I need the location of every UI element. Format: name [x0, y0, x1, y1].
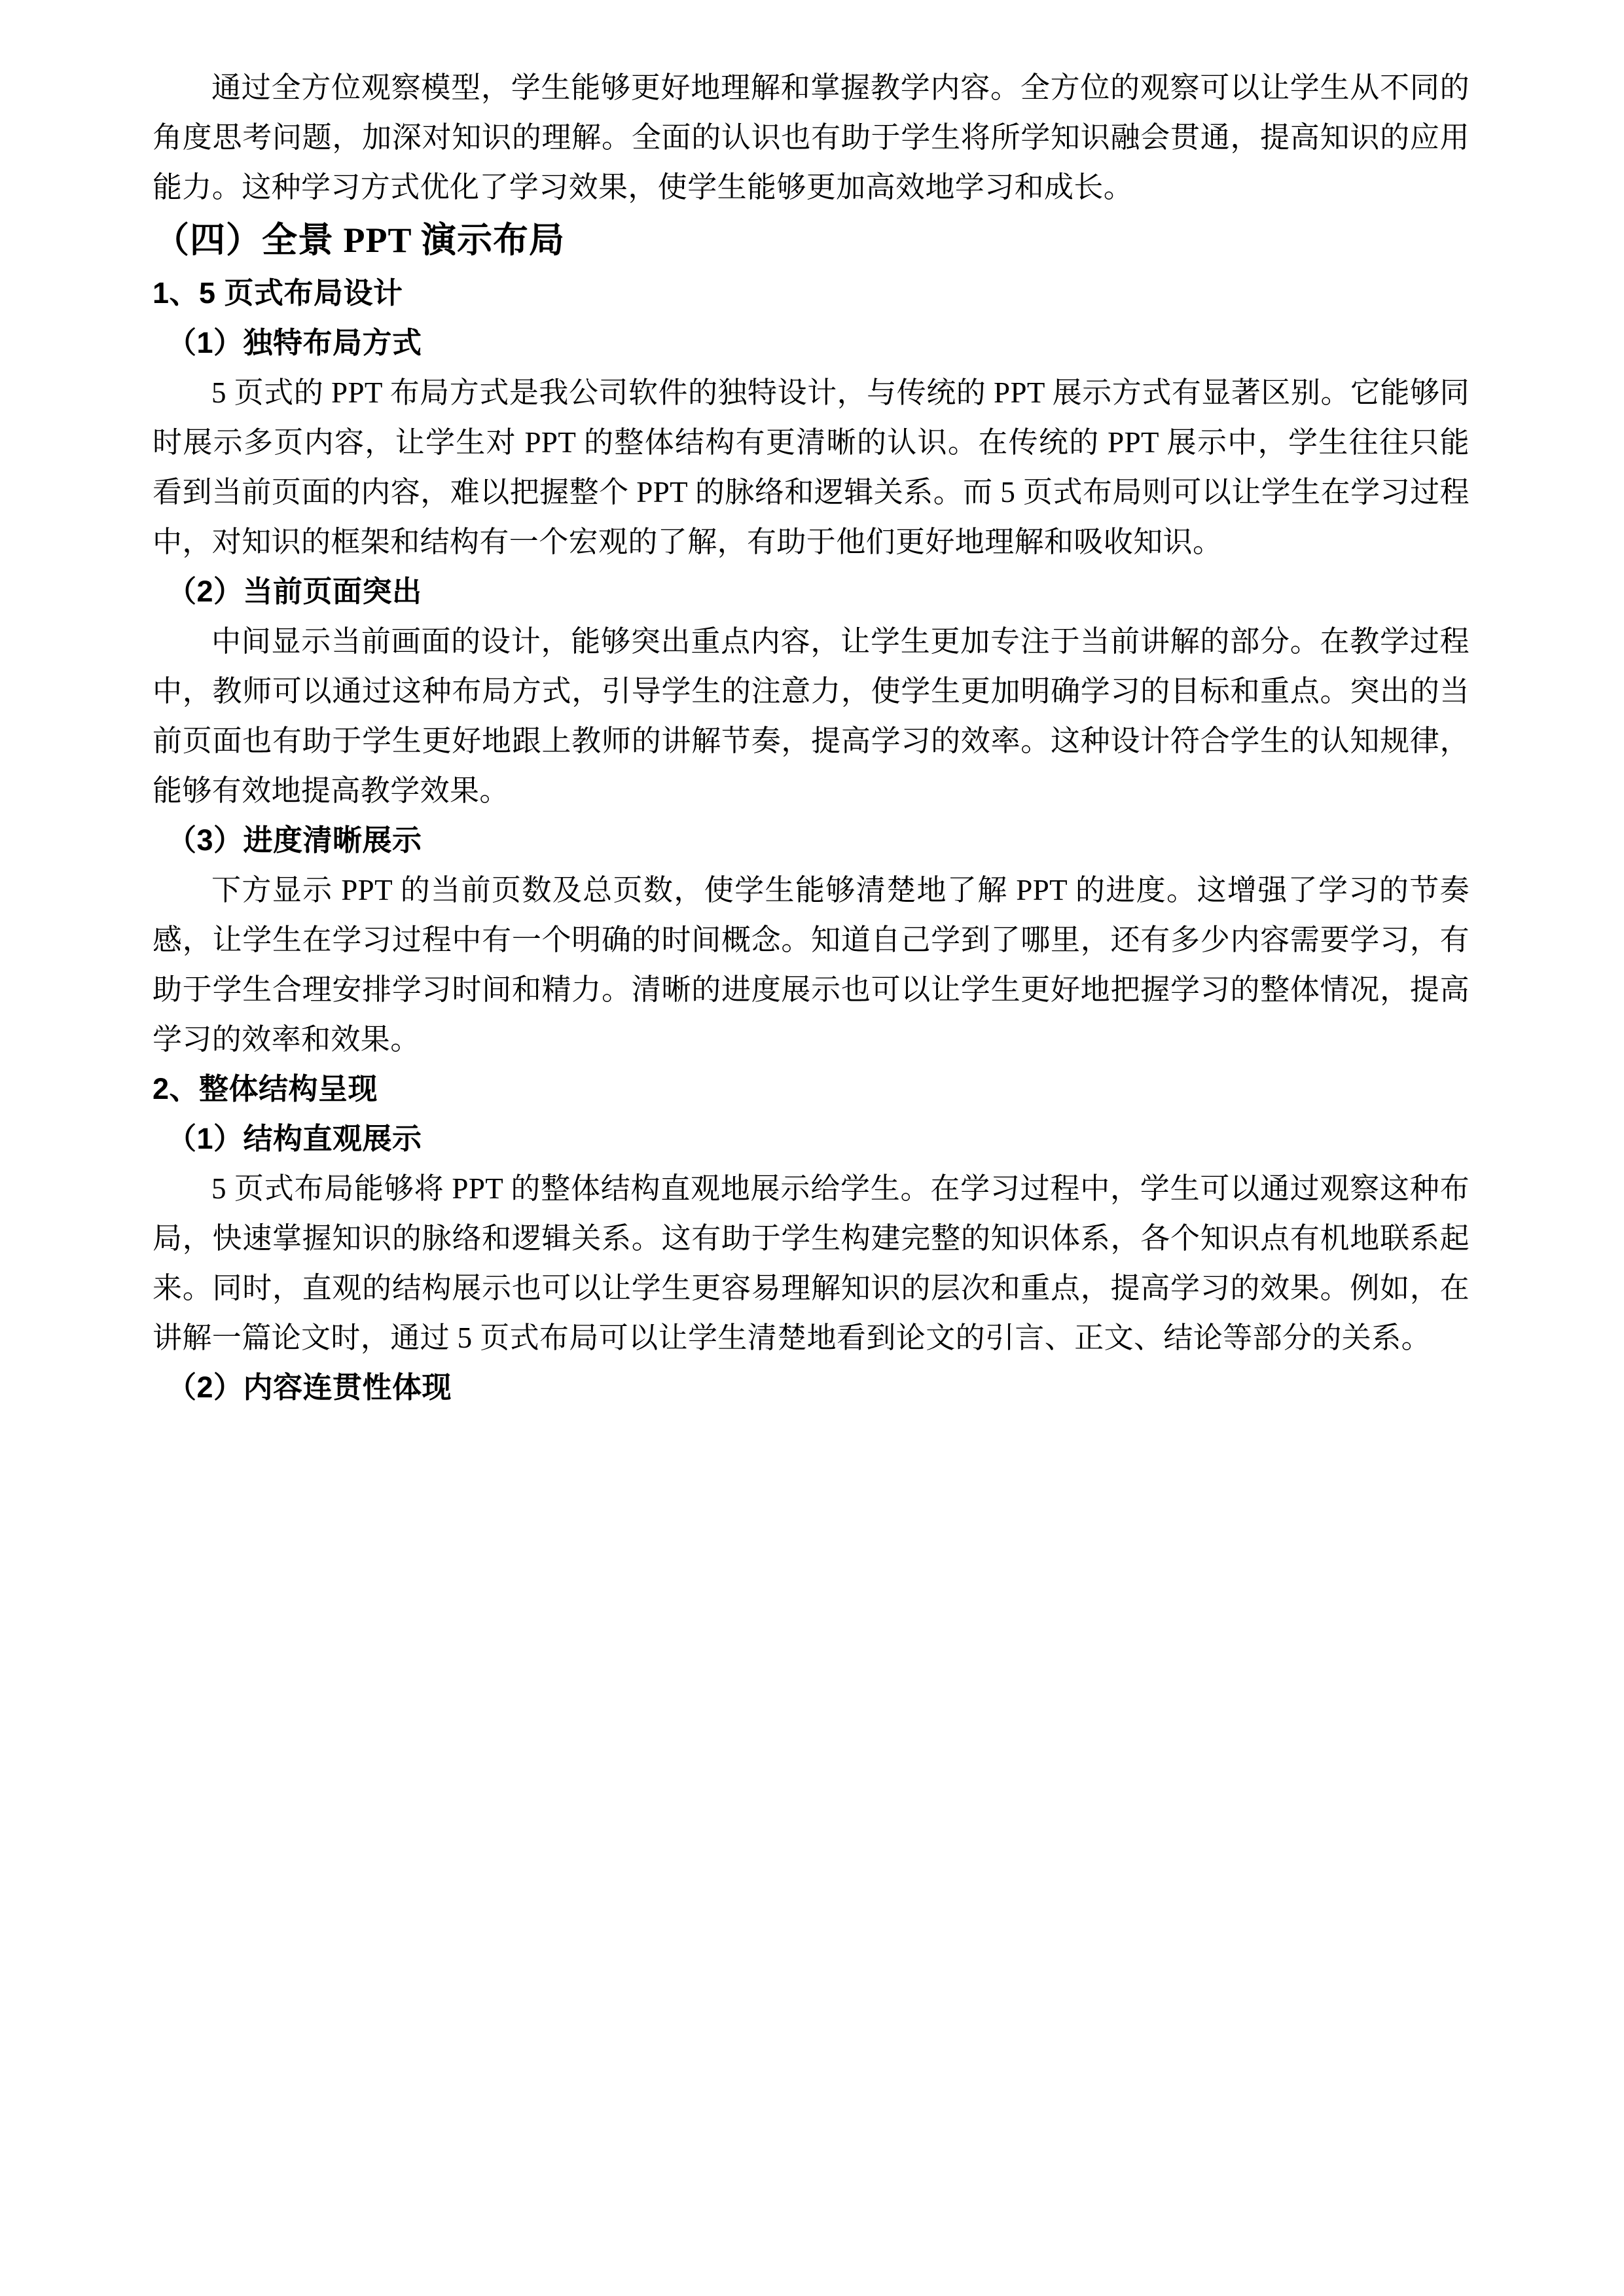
paragraph-intro: 通过全方位观察模型，学生能够更好地理解和掌握教学内容。全方位的观察可以让学生从不同的角度思考问题，加深对知识的理解。全面的认识也有助于学生将所学知识融会贯通，提高知识的应用能力。这种学习方式优化了学习效果，使学生能够更加高效地学习和成长。 [153, 71, 1470, 204]
heading-sub-1-2: （2）当前页面突出 [167, 575, 422, 608]
heading-sub-2-2: （2）内容连贯性体现 [167, 1371, 452, 1404]
paragraph-1-3: 下方显示 PPT 的当前页数及总页数，使学生能够清楚地了解 PPT 的进度。这增强了学习的节奏感，让学生在学习过程中有一个明确的时间概念。知道自己学到了哪里，还有多少内容需要学习，有助于学生合理安排学习时间和精力。清晰的进度展示也可以让学生更好地把握学习的整体情况，提高学习的效率和效果。 [153, 874, 1470, 1056]
heading-item-2: 2、整体结构呈现 [153, 1072, 378, 1105]
heading-section-four: （四）全景 PPT 演示布局 [154, 221, 566, 260]
heading-item-1: 1、5 页式布局设计 [153, 276, 403, 310]
document-body [153, 63, 1470, 1412]
paragraph-1-2: 中间显示当前画面的设计，能够突出重点内容，让学生更加专注于当前讲解的部分。在教学过程中，教师可以通过这种布局方式，引导学生的注意力，使学生更加明确学习的目标和重点。突出的当前页面也有助于学生更好地跟上教师的讲解节奏，提高学习的效率。这种设计符合学生的认知规律，能够有效地提高教学效果。 [153, 625, 1470, 807]
heading-sub-2-1: （1）结构直观展示 [167, 1122, 422, 1155]
heading-sub-1-3: （3）进度清晰展示 [167, 823, 422, 857]
paragraph-2-1: 5 页式布局能够将 PPT 的整体结构直观地展示给学生。在学习过程中，学生可以通过观察这种布局，快速掌握知识的脉络和逻辑关系。这有助于学生构建完整的知识体系，各个知识点有机地联系起来。同时，直观的结构展示也可以让学生更容易理解知识的层次和重点，提高学习的效果。例如，在讲解一篇论文时，通过 5 页式布局可以让学生清楚地看到论文的引言、正文、结论等部分的关系。 [153, 1172, 1470, 1354]
paragraph-1-1: 5 页式的 PPT 布局方式是我公司软件的独特设计，与传统的 PPT 展示方式有显著区别。它能够同时展示多页内容，让学生对 PPT 的整体结构有更清晰的认识。在传统的 PPT 展示中，学生往往只能看到当前页面的内容，难以把握整个 PPT 的脉络和逻辑关系。而 5 页式布局则可以让学生在学习过程中，对知识的框架和结构有一个宏观的了解，有助于他们更好地理解和吸收知识。 [153, 376, 1470, 558]
heading-sub-1-1: （1）独特布局方式 [167, 326, 422, 359]
